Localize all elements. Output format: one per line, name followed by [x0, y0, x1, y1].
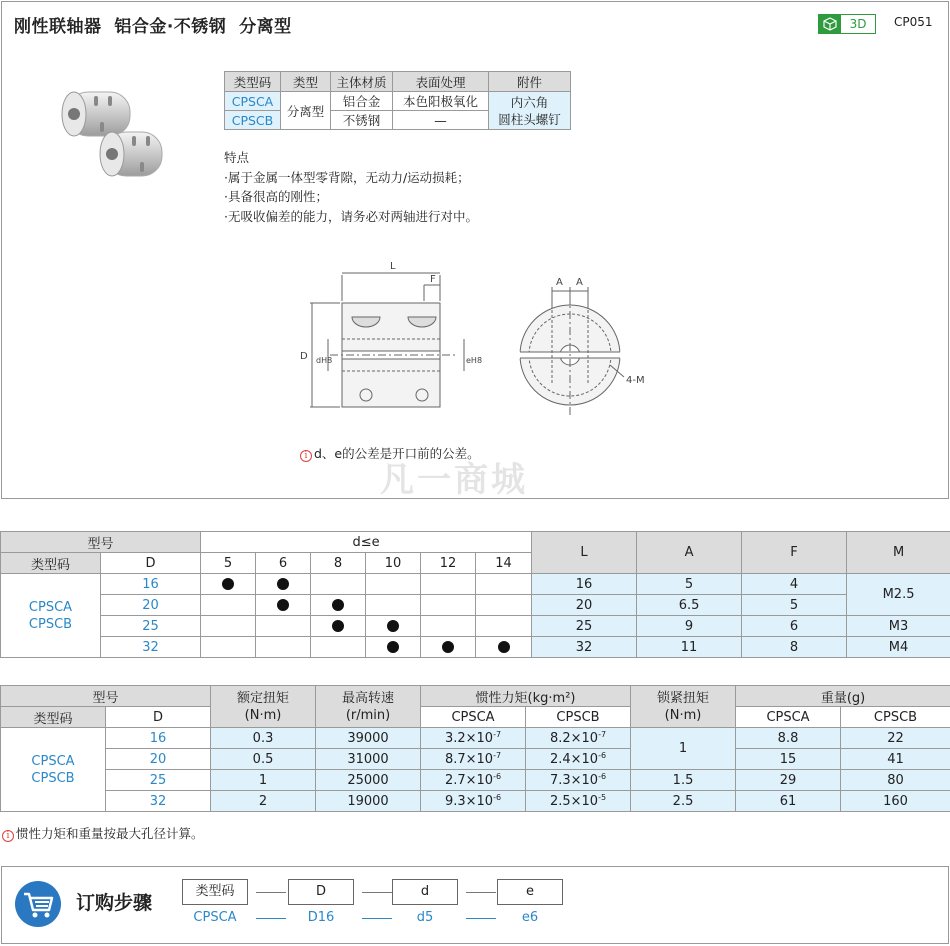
spec-header: 主体材质: [331, 72, 393, 92]
weight-b-cell: 160: [841, 791, 950, 812]
availability-dot: [387, 620, 399, 632]
table-row: [1, 637, 950, 658]
F-header: F: [742, 532, 847, 574]
weight-a-cell: 61: [736, 791, 841, 812]
type-code-link[interactable]: CPSCA: [225, 92, 281, 111]
availability-dot: [222, 578, 234, 590]
lock-title: 锁紧扭矩: [657, 690, 710, 706]
de-value: 6: [256, 553, 311, 574]
feature-item: ·无吸收偏差的能力，请务必对两轴进行对中。: [224, 208, 478, 224]
D-cell: 16: [106, 728, 211, 749]
lock-cell: 1: [631, 728, 736, 770]
speed-cell: 19000: [316, 791, 421, 812]
order-example: D16: [307, 910, 335, 925]
order-field: d: [392, 879, 458, 905]
torque-header: [211, 686, 316, 728]
F-cell: 8: [742, 637, 847, 658]
dim-D: D: [300, 351, 308, 362]
dim-L: L: [390, 261, 396, 272]
perf-note: [2, 824, 204, 842]
table-row: [1, 728, 950, 749]
inertia-b-cell: [526, 770, 631, 791]
dot-cell: [201, 595, 256, 616]
inertia-value: 8.2×10: [549, 731, 599, 746]
L-cell: 25: [532, 616, 637, 637]
D-cell: 25: [106, 770, 211, 791]
F-cell: 5: [742, 595, 847, 616]
torque-cell: 0.3: [211, 728, 316, 749]
dot-cell: [311, 616, 366, 637]
availability-dot: [277, 599, 289, 611]
order-title: 订购步骤: [76, 892, 153, 914]
info-icon: i: [2, 830, 14, 842]
type-code: CPSCA: [31, 753, 75, 769]
weight-b-header: CPSCB: [841, 707, 950, 728]
speed-cell: 31000: [316, 749, 421, 770]
dot-cell: [476, 637, 532, 658]
speed-cell: 39000: [316, 728, 421, 749]
type-code-header: 类型码: [1, 553, 101, 574]
dot-cell: [201, 637, 256, 658]
product-code: CP051: [894, 15, 933, 29]
dim-e: eH8: [466, 356, 483, 365]
speed-unit: (r/min): [345, 707, 391, 723]
D-header: D: [106, 707, 211, 728]
dot-cell: [366, 595, 421, 616]
L-cell: 16: [532, 574, 637, 595]
speed-cell: 25000: [316, 770, 421, 791]
dot-cell: [311, 595, 366, 616]
dot-cell: [311, 637, 366, 658]
dot-cell: [476, 574, 532, 595]
weight-a-cell: 29: [736, 770, 841, 791]
inertia-value: 3.2×10: [444, 731, 494, 746]
speed-header: [316, 686, 421, 728]
dot-cell: [421, 574, 476, 595]
lock-cell: 1.5: [631, 770, 736, 791]
dot-cell: [476, 616, 532, 637]
M-cell: M4: [847, 637, 950, 658]
D-header: D: [101, 553, 201, 574]
torque-title: 额定扭矩: [237, 690, 290, 706]
inertia-a-cell: [421, 770, 526, 791]
3d-label: 3D: [849, 17, 867, 31]
type-code-header: 类型码: [1, 707, 106, 728]
perf-note-text: 惯性力矩和重量按最大孔径计算。: [16, 826, 204, 841]
type-code: CPSCA: [28, 599, 73, 615]
inertia-exp: -6: [493, 772, 502, 781]
de-value: 8: [311, 553, 366, 574]
cube-icon: [819, 15, 841, 33]
page-title: 刚性联轴器 铝合金·不锈钢 分离型: [14, 17, 292, 37]
separator: [256, 918, 286, 919]
F-cell: 4: [742, 574, 847, 595]
order-example: d5: [416, 910, 434, 925]
order-field: 类型码: [182, 879, 248, 905]
D-cell: 16: [101, 574, 201, 595]
accessory-cell: [489, 92, 571, 130]
table-row: [1, 574, 950, 595]
spec-header: 表面处理: [393, 72, 489, 92]
dim-4M: 4-M: [626, 375, 645, 386]
table-row: [1, 616, 950, 637]
order-field: e: [497, 879, 563, 905]
surface-cell: —: [393, 111, 489, 130]
A-header: A: [637, 532, 742, 574]
technical-drawing: [290, 255, 670, 425]
dot-cell: [256, 595, 311, 616]
order-example: e6: [521, 910, 539, 925]
material-cell: 铝合金: [331, 92, 393, 111]
de-header: d≤e: [201, 532, 532, 553]
weight-b-cell: 22: [841, 728, 950, 749]
feature-item: ·属于金属一体型零背隙，无动力/运动损耗；: [224, 169, 470, 185]
D-cell: 20: [101, 595, 201, 616]
separator: [362, 918, 392, 919]
availability-dot: [442, 641, 454, 653]
availability-dot: [498, 641, 510, 653]
D-cell: 25: [101, 616, 201, 637]
de-value: 10: [366, 553, 421, 574]
inertia-header: 惯性力矩(kg·m²): [421, 686, 631, 707]
separator: [256, 892, 286, 893]
weight-a-cell: 15: [736, 749, 841, 770]
torque-cell: 1: [211, 770, 316, 791]
speed-title: 最高转速: [342, 690, 395, 706]
M-cell: M3: [847, 616, 950, 637]
inertia-a-cell: [421, 749, 526, 770]
dot-cell: [256, 637, 311, 658]
3d-model-button[interactable]: [818, 14, 876, 34]
feature-item: ·具备很高的刚性；: [224, 189, 328, 204]
dot-cell: [201, 574, 256, 595]
lock-unit: (N·m): [664, 707, 702, 723]
dot-cell: [366, 637, 421, 658]
type-code-link[interactable]: CPSCB: [225, 111, 281, 130]
performance-table: [0, 685, 950, 812]
type-code-cell: [1, 728, 106, 812]
inertia-b-cell: [526, 728, 631, 749]
table-row: [1, 595, 950, 616]
separator: [362, 892, 392, 893]
product-image: [50, 82, 170, 182]
cart-icon: [14, 880, 62, 932]
features-title: 特点: [224, 150, 250, 165]
A-cell: 11: [637, 637, 742, 658]
table-row: [1, 770, 950, 791]
dimension-table: [0, 531, 950, 658]
availability-dot: [277, 578, 289, 590]
spec-header: 类型: [281, 72, 331, 92]
type-code: CPSCB: [28, 616, 73, 632]
L-header: L: [532, 532, 637, 574]
de-value: 12: [421, 553, 476, 574]
dot-cell: [311, 574, 366, 595]
inertia-value: 2.5×10: [549, 794, 599, 809]
dim-F: F: [430, 274, 436, 285]
model-header: 型号: [1, 532, 201, 553]
torque-cell: 2: [211, 791, 316, 812]
inertia-value: 8.7×10: [444, 752, 494, 767]
type-code: CPSCB: [31, 770, 75, 786]
D-cell: 32: [101, 637, 201, 658]
inertia-exp: -6: [598, 772, 607, 781]
weight-b-cell: 41: [841, 749, 950, 770]
watermark: 凡一商城: [380, 460, 528, 500]
dot-cell: [421, 637, 476, 658]
inertia-value: 2.4×10: [549, 752, 599, 767]
material-cell: 不锈钢: [331, 111, 393, 130]
model-header: 型号: [1, 686, 211, 707]
weight-a-cell: 8.8: [736, 728, 841, 749]
M-cell: M2.5: [847, 574, 950, 616]
inertia-a-cell: [421, 728, 526, 749]
type-cell: 分离型: [281, 92, 331, 130]
weight-b-cell: 80: [841, 770, 950, 791]
L-cell: 32: [532, 637, 637, 658]
de-value: 14: [476, 553, 532, 574]
dim-A: A: [576, 277, 583, 288]
inertia-exp: -7: [493, 751, 502, 760]
torque-unit: (N·m): [244, 707, 282, 723]
D-cell: 20: [106, 749, 211, 770]
dot-cell: [256, 574, 311, 595]
dim-d: dH8: [316, 356, 333, 365]
D-cell: 32: [106, 791, 211, 812]
inertia-b-cell: [526, 791, 631, 812]
spec-header: 附件: [489, 72, 571, 92]
inertia-value: 9.3×10: [444, 794, 494, 809]
dim-A: A: [556, 277, 563, 288]
type-code-cell: [1, 574, 101, 658]
inertia-value: 7.3×10: [549, 773, 599, 788]
separator: [466, 918, 496, 919]
tolerance-note-text: d、e的公差是开口前的公差。: [314, 446, 480, 461]
spec-table: [224, 71, 571, 130]
A-cell: 9: [637, 616, 742, 637]
dot-cell: [201, 616, 256, 637]
table-row: [1, 791, 950, 812]
weight-header: 重量(g): [736, 686, 950, 707]
inertia-b-header: CPSCB: [526, 707, 631, 728]
A-cell: 5: [637, 574, 742, 595]
weight-a-header: CPSCA: [736, 707, 841, 728]
inertia-exp: -7: [493, 730, 502, 739]
lock-header: [631, 686, 736, 728]
inertia-value: 2.7×10: [444, 773, 494, 788]
availability-dot: [332, 599, 344, 611]
spec-header: 类型码: [225, 72, 281, 92]
inertia-exp: -6: [493, 793, 502, 802]
inertia-exp: -7: [598, 730, 607, 739]
accessory-line: 圆柱头螺钉: [498, 111, 561, 127]
inertia-exp: -5: [598, 793, 607, 802]
accessory-line: 内六角: [510, 94, 549, 110]
inertia-a-header: CPSCA: [421, 707, 526, 728]
L-cell: 20: [532, 595, 637, 616]
info-icon: i: [300, 450, 312, 462]
dot-cell: [421, 616, 476, 637]
tolerance-note: [300, 444, 480, 462]
M-header: M: [847, 532, 950, 574]
dot-cell: [366, 616, 421, 637]
torque-cell: 0.5: [211, 749, 316, 770]
inertia-b-cell: [526, 749, 631, 770]
order-example: CPSCA: [193, 910, 237, 925]
order-field: D: [288, 879, 354, 905]
lock-cell: 2.5: [631, 791, 736, 812]
separator: [466, 892, 496, 893]
de-value: 5: [201, 553, 256, 574]
inertia-exp: -6: [598, 751, 607, 760]
A-cell: 6.5: [637, 595, 742, 616]
inertia-a-cell: [421, 791, 526, 812]
availability-dot: [332, 620, 344, 632]
surface-cell: 本色阳极氧化: [393, 92, 489, 111]
dot-cell: [256, 616, 311, 637]
F-cell: 6: [742, 616, 847, 637]
availability-dot: [387, 641, 399, 653]
dot-cell: [421, 595, 476, 616]
table-row: [1, 749, 950, 770]
dot-cell: [476, 595, 532, 616]
dot-cell: [366, 574, 421, 595]
features-block: [224, 148, 478, 226]
